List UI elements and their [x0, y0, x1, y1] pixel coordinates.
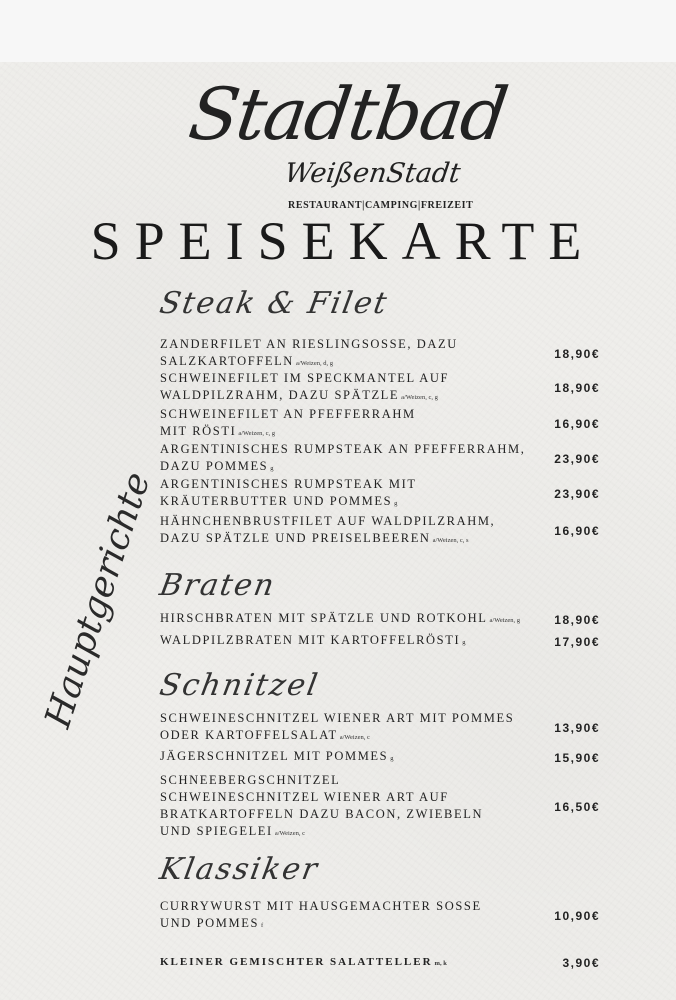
side-label: Hauptgerichte: [37, 467, 159, 733]
item-name-line: SCHNEEBERGSCHNITZEL: [160, 773, 341, 787]
item-name-line: SALZKARTOFFELN: [160, 354, 294, 368]
menu-item: [160, 406, 600, 442]
item-name: [160, 476, 535, 512]
item-price: 18,90€: [554, 347, 600, 361]
item-name-line: DAZU SPÄTZLE UND PREISELBEEREN: [160, 531, 431, 545]
item-name-line: UND SPIEGELEI: [160, 824, 273, 838]
item-price: 13,90€: [554, 721, 600, 735]
item-allergens: g: [462, 639, 466, 646]
section-heading-braten: Braten: [156, 568, 279, 603]
item-allergens: a/Weizen, g: [489, 617, 521, 624]
item-name-line: SCHWEINESCHNITZEL WIENER ART MIT POMMES: [160, 711, 515, 725]
menu-item: [160, 370, 600, 406]
item-allergens: a/Weizen, d, g: [295, 360, 333, 367]
item-name-line: BRATKARTOFFELN DAZU BACON, ZWIEBELN: [160, 807, 484, 821]
item-name-line: SCHWEINEFILET IM SPECKMANTEL AUF: [160, 371, 450, 385]
menu-item: [160, 336, 600, 372]
item-price: 17,90€: [554, 634, 600, 649]
item-price: 16,50€: [554, 800, 600, 814]
menu-item: [160, 710, 600, 746]
item-name-line: DAZU POMMES: [160, 459, 269, 473]
item-allergens: a/Weizen, c: [339, 734, 370, 741]
item-price: 16,90€: [554, 524, 600, 538]
item-price: 16,90€: [554, 417, 600, 431]
logo-main-text: Stadtbad: [184, 72, 512, 156]
item-price: 15,90€: [554, 750, 600, 765]
item-allergens: a/Weizen, c, g: [238, 430, 275, 437]
item-name: [160, 370, 535, 406]
item-allergens: m, k: [434, 960, 447, 967]
section-heading-klassiker: Klassiker: [156, 852, 322, 887]
item-name: [160, 898, 535, 934]
item-name-line: ARGENTINISCHES RUMPSTEAK AN PFEFFERRAHM,: [160, 442, 526, 456]
item-name-line: SCHWEINEFILET AN PFEFFERRAHM: [160, 407, 416, 421]
item-name-line: CURRYWURST MIT HAUSGEMACHTER SOSSE: [160, 899, 482, 913]
item-name: [160, 406, 535, 442]
item-price: 18,90€: [554, 612, 600, 627]
item-name-line: MIT RÖSTI: [160, 424, 237, 438]
menu-item: [160, 513, 600, 549]
menu-item: [160, 748, 600, 767]
item-name-line: KRÄUTERBUTTER UND POMMES: [160, 494, 393, 508]
menu-item: [160, 441, 600, 477]
menu-item: [160, 772, 600, 842]
menu-item: [160, 898, 600, 934]
menu-item: [160, 632, 600, 651]
restaurant-logo: [160, 72, 512, 222]
menu-item: [160, 476, 600, 512]
item-name: [160, 710, 535, 746]
item-name: [160, 632, 535, 651]
item-name-line: UND POMMES: [160, 916, 260, 930]
item-name: [160, 610, 535, 629]
logo-tagline: RESTAURANT|CAMPING|FREIZEIT: [288, 200, 474, 211]
item-allergens: g: [390, 755, 394, 762]
item-name-line: ARGENTINISCHES RUMPSTEAK MIT: [160, 477, 417, 491]
item-name: [160, 748, 535, 767]
item-name-line: ZANDERFILET AN RIESLINGSOSSE, DAZU: [160, 337, 458, 351]
item-allergens: f: [261, 922, 264, 929]
section-heading-schnitzel: Schnitzel: [156, 668, 322, 703]
menu-item-salad: [160, 954, 600, 972]
top-band: [0, 0, 676, 62]
item-name-line: HÄHNCHENBRUSTFILET AUF WALDPILZRAHM,: [160, 514, 496, 528]
logo-sub-text: WeißenStadt: [282, 158, 463, 189]
item-name-line: WALDPILZRAHM, DAZU SPÄTZLE: [160, 388, 400, 402]
item-name-line: JÄGERSCHNITZEL MIT POMMES: [160, 749, 389, 763]
item-name: [160, 336, 535, 372]
item-name-line: HIRSCHBRATEN MIT SPÄTZLE UND ROTKOHL: [160, 611, 488, 625]
item-price: 10,90€: [554, 909, 600, 923]
item-name: [160, 954, 535, 972]
menu-title: SPEISEKARTE: [90, 211, 596, 271]
menu-item: [160, 610, 600, 629]
item-price: 23,90€: [554, 452, 600, 466]
section-heading-steak: Steak & Filet: [156, 286, 392, 321]
item-name-line: WALDPILZBRATEN MIT KARTOFFELRÖSTI: [160, 633, 461, 647]
item-name: [160, 513, 535, 549]
item-price: 3,90€: [562, 956, 600, 970]
item-name-line: SCHWEINESCHNITZEL WIENER ART AUF: [160, 790, 449, 804]
item-allergens: a/Weizen, c, g: [401, 394, 438, 401]
item-name-line: KLEINER GEMISCHTER SALATTELLER: [160, 956, 433, 968]
item-allergens: a/Weizen, c, s: [432, 537, 469, 544]
item-allergens: g: [394, 500, 398, 507]
item-allergens: a/Weizen, c: [274, 830, 305, 837]
item-name-line: ODER KARTOFFELSALAT: [160, 728, 338, 742]
item-name: [160, 772, 535, 842]
item-price: 18,90€: [554, 381, 600, 395]
item-allergens: g: [270, 465, 274, 472]
item-name: [160, 441, 535, 477]
item-price: 23,90€: [554, 487, 600, 501]
